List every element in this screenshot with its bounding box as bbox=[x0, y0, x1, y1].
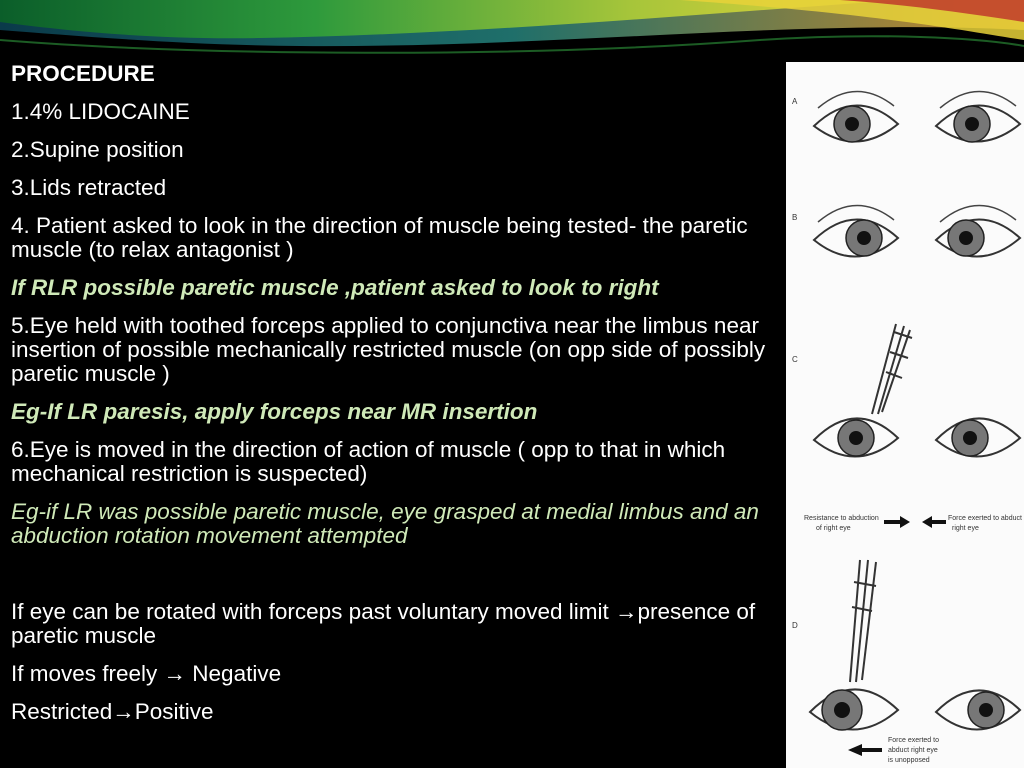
procedure-heading: PROCEDURE bbox=[11, 61, 155, 86]
slide-text bbox=[11, 62, 786, 738]
decorative-banner bbox=[0, 0, 1024, 70]
eye-icon bbox=[814, 91, 898, 142]
arrow-right-icon bbox=[884, 516, 910, 528]
forceps-icon bbox=[872, 324, 912, 414]
caption-force-c-line-2: right eye bbox=[952, 525, 979, 532]
example-lr-forceps: Eg-If LR paresis, apply forceps near MR insertion bbox=[11, 399, 538, 424]
caption-force-d-line-1: Force exerted to bbox=[888, 737, 939, 744]
forceps-icon bbox=[850, 560, 876, 682]
eye-icon bbox=[814, 418, 898, 456]
caption-resistance-line-2: of right eye bbox=[816, 525, 851, 532]
eye-icon bbox=[936, 418, 1020, 456]
step-3: 3.Lids retracted bbox=[11, 175, 167, 200]
step-2: 2.Supine position bbox=[11, 137, 184, 162]
panel-label-d: D bbox=[792, 621, 798, 630]
caption-force-d-line-3: is unopposed bbox=[888, 757, 930, 764]
panel-label-c: C bbox=[792, 355, 798, 364]
forced-duction-figure bbox=[786, 62, 1024, 768]
eye-icon bbox=[814, 205, 898, 256]
example-rlr: If RLR possible paretic muscle ,patient asked to look to right bbox=[11, 275, 659, 300]
step-1: 1.4% LIDOCAINE bbox=[11, 99, 190, 124]
eye-icon bbox=[936, 205, 1020, 256]
example-lr-abduction: Eg-if LR was possible paretic muscle, eye grasped at medial limbus and an abduction rotation movement attempted bbox=[11, 499, 759, 548]
caption-resistance-line-1: Resistance to abduction bbox=[804, 515, 879, 522]
caption-force-c-line-1: Force exerted to abduct bbox=[948, 515, 1022, 522]
step-5: 5.Eye held with toothed forceps applied to conjunctiva near the limbus near insertion of possible mechanically restricted muscle (on opp side of possibly paretic muscle ) bbox=[11, 313, 766, 386]
eye-icon bbox=[810, 689, 898, 730]
result-positive: Restricted→Positive bbox=[11, 699, 214, 724]
step-6: 6.Eye is moved in the direction of action of muscle ( opp to that in which mechanical restriction is suspected) bbox=[11, 437, 726, 486]
arrow-left-icon bbox=[922, 516, 946, 528]
eye-icon bbox=[936, 690, 1020, 729]
panel-label-a: A bbox=[792, 97, 798, 106]
arrow-left-icon bbox=[848, 744, 882, 756]
result-rotated: If eye can be rotated with forceps past voluntary moved limit →presence of paretic muscle bbox=[11, 599, 756, 648]
caption-force-d-line-2: abduct right eye bbox=[888, 747, 938, 754]
result-negative: If moves freely → Negative bbox=[11, 661, 282, 686]
panel-label-b: B bbox=[792, 213, 798, 222]
step-4: 4. Patient asked to look in the direction of muscle being tested- the paretic muscle (to relax antagonist ) bbox=[11, 213, 748, 262]
eye-icon bbox=[936, 91, 1020, 142]
